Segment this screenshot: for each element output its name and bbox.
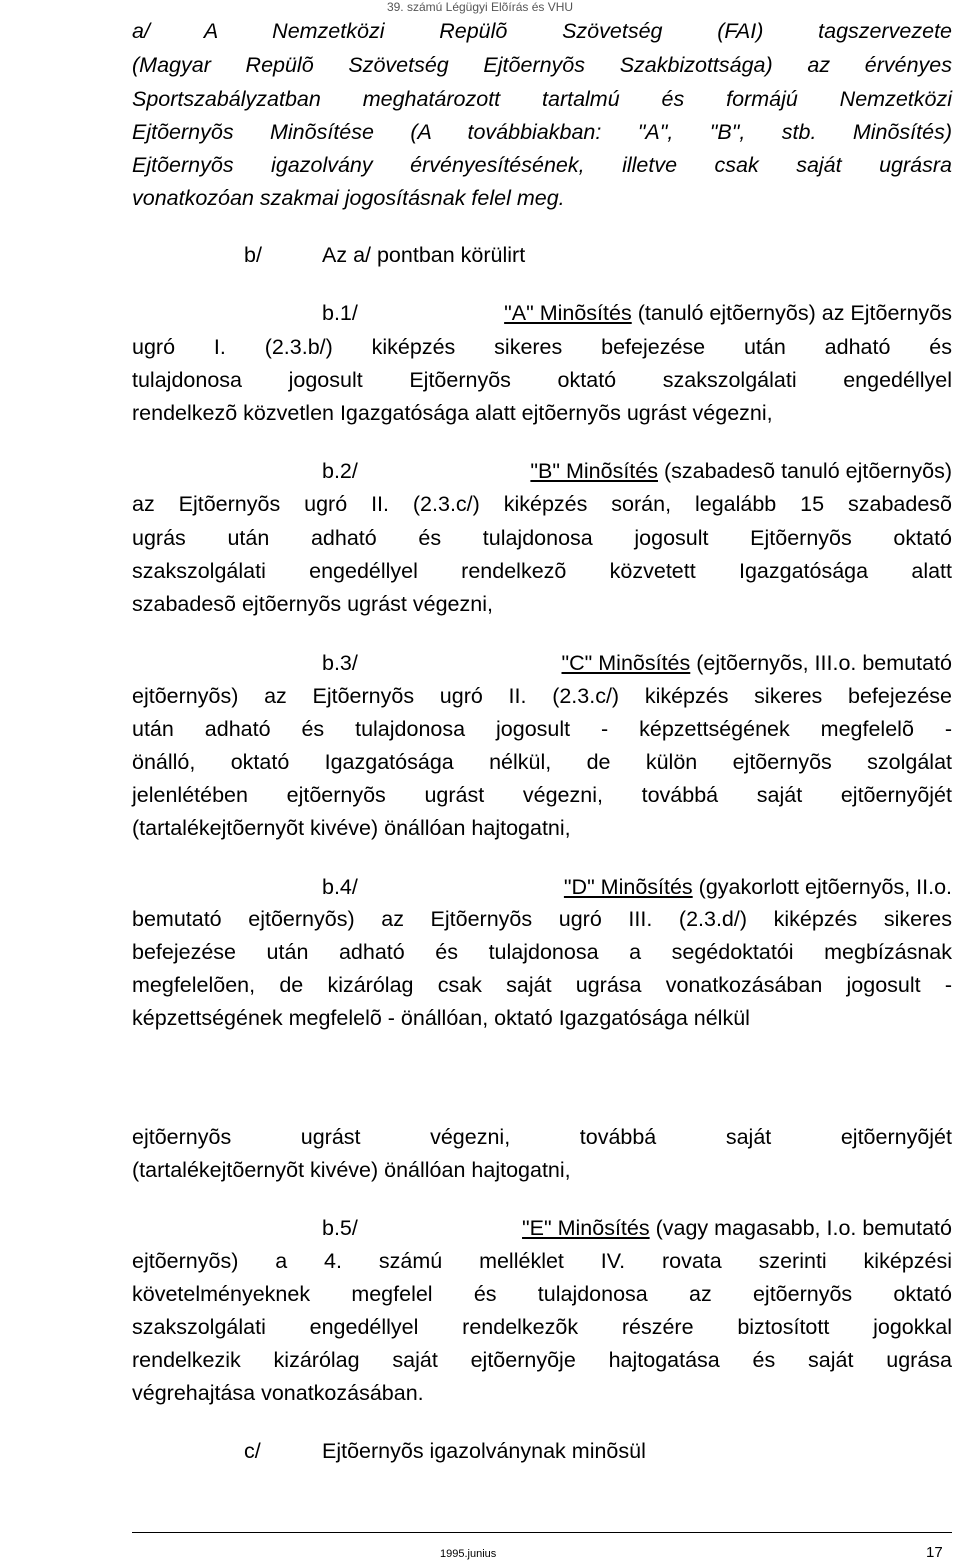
b3-line-3: önálló, oktató Igazgatósága nélkül, de külön ejtõernyõs szolgálat	[132, 750, 952, 774]
b4-title-rest: (gyakorlott ejtõernyõs, II.o.	[692, 875, 952, 899]
repeat-line-1: ejtõernyõs ugrást végezni, továbbá saját ejtõernyõjét	[132, 1125, 952, 1149]
b2-title-rest: (szabadesõ tanuló ejtõernyõs)	[657, 459, 952, 483]
b1-heading	[322, 300, 952, 326]
b1-line-2: tulajdonosa jogosult Ejtõernyõs oktató szakszolgálati engedéllyel	[132, 368, 952, 392]
b3-heading	[322, 650, 952, 676]
b2-line-3: szakszolgálati engedéllyel rendelkezõ közvetett Igazgatósága alatt	[132, 559, 952, 583]
b5-number: b.5/	[322, 1216, 358, 1240]
b5-title: "E" Minõsítés	[522, 1216, 650, 1240]
b1-title-rest: (tanuló ejtõernyõs) az Ejtõernyõs	[631, 301, 952, 325]
repeat-line-2: (tartalékejtõernyõt kivéve) önállóan hajtogatni,	[132, 1158, 571, 1182]
para-a-line-3: Sportszabályzatban meghatározott tartalmú és formájú Nemzetközi	[132, 87, 952, 111]
b5-line-1: ejtõernyõs) a 4. számú melléklet IV. rovata szerinti kiképzési	[132, 1249, 952, 1273]
para-a-line-2: (Magyar Repülõ Szövetség Ejtõernyõs Szakbizottsága) az érvényes	[132, 53, 952, 77]
section-b-label: b/	[244, 243, 262, 267]
b2-heading	[322, 458, 952, 484]
b5-heading	[322, 1215, 952, 1241]
b3-line-1: ejtõernyõs) az Ejtõernyõs ugró II. (2.3.c/) kiképzés sikeres befejezése	[132, 684, 952, 708]
b1-line-3: rendelkezõ közvetlen Igazgatósága alatt ejtõernyõs ugrást végezni,	[132, 401, 773, 425]
para-a-line-4: Ejtõernyõs Minõsítése (A továbbiakban: "A", "B", stb. Minõsítés)	[132, 120, 952, 144]
b3-title-rest: (ejtõernyõs, III.o. bemutató	[690, 651, 952, 675]
b4-line-4: képzettségének megfelelõ - önállóan, oktató Igazgatósága nélkül	[132, 1006, 750, 1030]
b3-line-2: után adható és tulajdonosa jogosult - képzettségének megfelelõ -	[132, 717, 952, 741]
footer-rule	[132, 1532, 952, 1533]
footer-date: 1995.junius	[440, 1548, 497, 1560]
b1-line-1: ugró I. (2.3.b/) kiképzés sikeres befejezése után adható és	[132, 335, 952, 359]
b2-number: b.2/	[322, 459, 358, 483]
b3-number: b.3/	[322, 651, 358, 675]
b4-line-2: befejezése után adható és tulajdonosa a segédoktatói megbízásnak	[132, 940, 952, 964]
b5-line-5: végrehajtása vonatkozásában.	[132, 1381, 424, 1405]
para-a-line-1: a/ A Nemzetközi Repülõ Szövetség (FAI) tagszervezete	[132, 19, 952, 43]
b2-title: "B" Minõsítés	[530, 459, 658, 483]
b5-title-rest: (vagy magasabb, I.o. bemutató	[649, 1216, 952, 1240]
b1-title: "A" Minõsítés	[504, 301, 632, 325]
b2-line-4: szabadesõ ejtõernyõs ugrást végezni,	[132, 592, 493, 616]
b3-line-4: jelenlétében ejtõernyõs ugrást végezni, továbbá saját ejtõernyõjét	[132, 783, 952, 807]
section-c-heading: Ejtõernyõs igazolványnak minõsül	[322, 1439, 646, 1463]
b2-line-1: az Ejtõernyõs ugró II. (2.3.c/) kiképzés során, legalább 15 szabadesõ	[132, 492, 952, 516]
b5-line-4: rendelkezik kizárólag saját ejtõernyõje hajtogatása és saját ugrása	[132, 1348, 952, 1372]
b3-title: "C" Minõsítés	[561, 651, 691, 675]
b4-line-1: bemutató ejtõernyõs) az Ejtõernyõs ugró III. (2.3.d/) kiképzés sikeres	[132, 907, 952, 931]
b4-number: b.4/	[322, 875, 358, 899]
b1-number: b.1/	[322, 301, 358, 325]
section-b-heading: Az a/ pontban körülirt	[322, 243, 526, 267]
section-c-label: c/	[244, 1439, 261, 1463]
b4-title: "D" Minõsítés	[563, 875, 693, 899]
page-number: 17	[926, 1544, 943, 1561]
b5-line-2: követelményeknek megfelel és tulajdonosa az ejtõernyõs oktató	[132, 1282, 952, 1306]
running-header: 39. számú Légügyi Elõírás és VHU	[386, 0, 574, 14]
b3-line-5: (tartalékejtõernyõt kivéve) önállóan hajtogatni,	[132, 816, 571, 840]
b4-heading	[322, 874, 952, 900]
b2-line-2: ugrás után adható és tulajdonosa jogosult Ejtõernyõs oktató	[132, 526, 952, 550]
para-a-line-5: Ejtõernyõs igazolvány érvényesítésének, illetve csak saját ugrásra	[132, 153, 952, 177]
b5-line-3: szakszolgálati engedéllyel rendelkezõk részére biztosított jogokkal	[132, 1315, 952, 1339]
para-a-line-6: vonatkozóan szakmai jogosításnak felel meg.	[132, 186, 565, 210]
b4-line-3: megfelelõen, de kizárólag csak saját ugrása vonatkozásában jogosult -	[132, 973, 952, 997]
